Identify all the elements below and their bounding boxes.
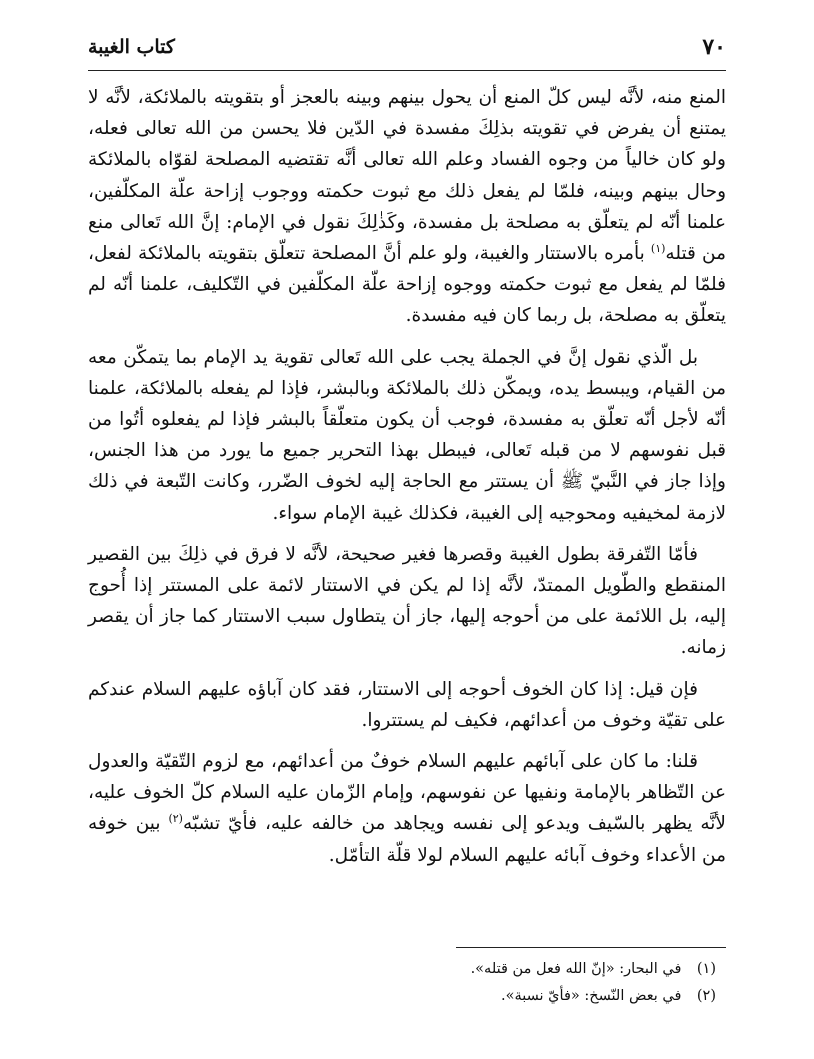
- footnote-2: [88, 983, 716, 1010]
- header-divider: [88, 70, 726, 71]
- paragraph-5-continuation: بين خوفه من الأعداء وخوف آبائه عليهم السلام لولا قلّة التأمّل.: [88, 813, 726, 866]
- paragraph-3: فأمّا التّفرقة بطول الغيبة وقصرها فغير صحيحة، لأنَّه لا فرق في ذلِكَ بين القصير المنقطع والطّويل الممتدّ، لأنَّه إذا لم يكن في الاستتار لائمة على المستتر إذا أُحوج إليه، بل اللائمة على من أحوجه إليها، جاز أن يتطاول سبب الاستتار كما جاز أن يقصر زمانه.: [88, 543, 726, 659]
- footnote-2-number: (٢): [696, 988, 716, 1004]
- footnote-ref-2: (٢): [168, 812, 183, 826]
- page-number: ٧٠: [702, 34, 726, 60]
- paragraph-1-continuation: بأمره بالاستتار والغيبة، ولو علم أنَّ المصلحة تتعلّق بتقويته بالملائكة لفعل، فلمّا لم يفعل مع ثبوت حكمته ووجوه إزاحة علّة المكلّفين في التّكليف، علمنا أنّه لم يتعلّق به مصلحة، بل ربما كان فيه مفسدة.: [88, 243, 726, 327]
- footnotes-divider: [456, 947, 726, 948]
- paragraph-5: [88, 746, 726, 871]
- main-text: [88, 82, 726, 881]
- footnote-ref-1: (١): [650, 241, 666, 255]
- footnote-1-text: في البحار: «إنّ الله فعل من قتله».: [470, 961, 682, 977]
- paragraph-1-text: المنع منه، لأنَّه ليس كلّ المنع أن يحول بينهم وبينه بالعجز أو بتقويته بالملائكة، لأنَّه لا يمتنع أن يفرض في تقويته بذلِكَ مفسدة في الدّين فلا يحسن من الله تعالى فعله، ولو كان خالياً من وجوه الفساد وعلم الله تعالى أنَّه تقتضيه المصلحة لقوّاه بالملائكة وحال بينهم وبينه، فلمّا لم يفعل ذلك مع ثبوت حكمته ووجوب إزاحة علّة المكلّفين، علمنا أنّه لم يتعلّق به مصلحة بل مفسدة، وكَذٰلِكَ نقول في الإمام: إنَّ الله تَعالى منع من قتله: [88, 87, 726, 265]
- paragraph-1: [88, 82, 726, 332]
- running-header: [88, 34, 726, 68]
- paragraph-2: بل الّذي نقول إنَّ في الجملة يجب على الله تَعالى تقوية يد الإمام بما يتمكّن معه من القيام، ويبسط يده، ويمكّن ذلك بالملائكة وبالبشر، فإذا لم يفعله بالملائكة، علمنا أنّه لأجل أنّه تعلّق به مفسدة، فوجب أن يكون متعلّقاً بالبشر فإذا لم يفعلوه أتُوا من قبل نفوسهم لا من قبله تَعالى، فيبطل بهذا التحرير جميع ما يورد من هذا الجنس، وإذا جاز في النَّبيّ ﷺ أن يستتر مع الحاجة إليه لخوف الضّرر، وكانت التّبعة في ذلك لازمة لمخيفيه ومحوجيه إلى الغيبة، فكذلك غيبة الإمام سواء.: [88, 346, 726, 524]
- paragraph-4: فإن قيل: إذا كان الخوف أحوجه إلى الاستتار، فقد كان آباؤه عليهم السلام عندكم على تقيّة وخوف من أعدائهم، فكيف لم يستتروا.: [88, 678, 726, 731]
- book-title: كتاب الغيبة: [88, 36, 175, 58]
- footnote-1: [88, 956, 716, 983]
- footnote-1-number: (١): [696, 961, 716, 977]
- footnotes: [88, 956, 716, 1010]
- paragraph-5-text: قلنا: ما كان على آبائهم عليهم السلام خوفٌ من أعدائهم، مع لزوم التّقيّة والعدول عن التّظاهر بالإمامة ونفيها عن نفوسهم، وإمام الزّمان عليه السلام كلّ الخوف عليه، لأنَّه يظهر بالسّيف ويدعو إلى نفسه ويجاهد من خالفه عليه، فأيّ تشبّه: [88, 751, 726, 835]
- footnote-2-text: في بعض النّسخ: «فأيّ نسبة».: [500, 988, 682, 1004]
